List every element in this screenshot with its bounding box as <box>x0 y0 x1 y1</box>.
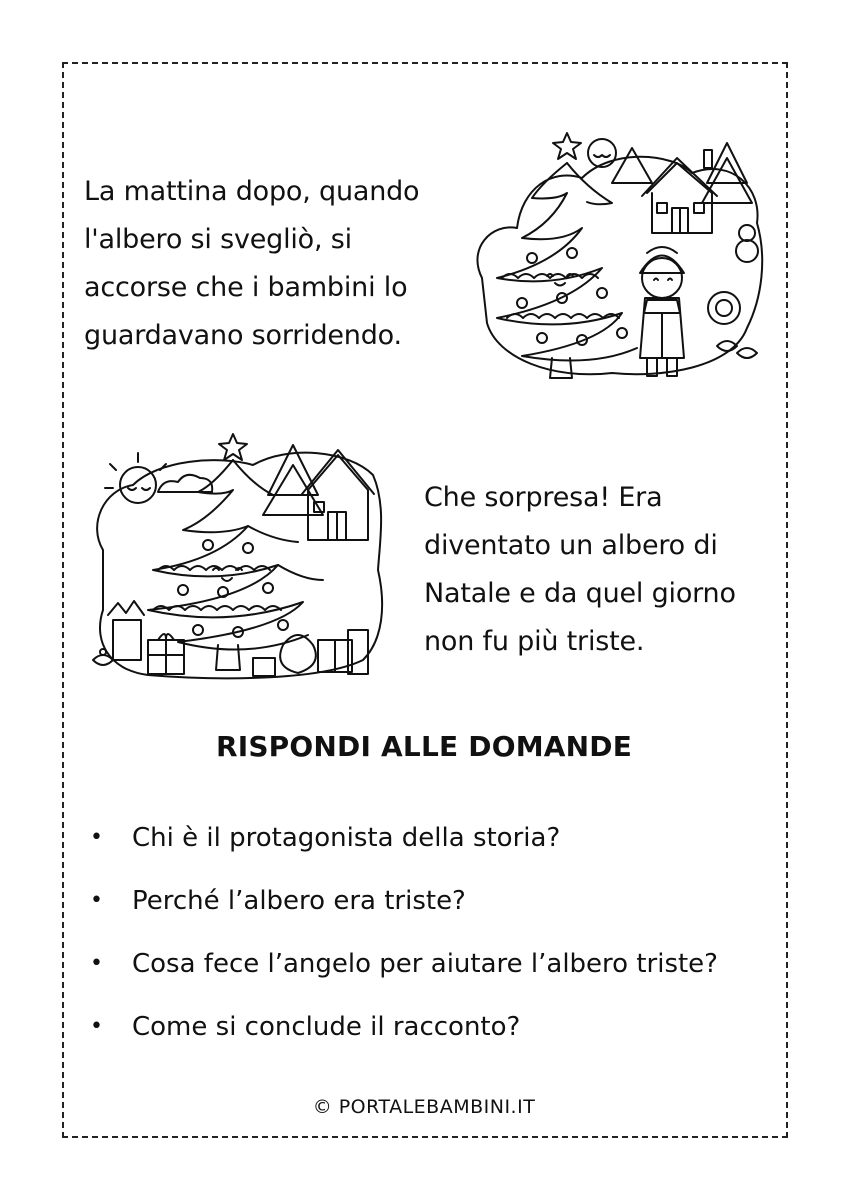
questions-list <box>90 806 718 1058</box>
paragraph-line: diventato un albero di <box>424 530 718 561</box>
paragraph-line: La mattina dopo, quando <box>84 176 420 207</box>
paragraph-line: non fu più triste. <box>424 626 645 657</box>
christmas-tree-child-illustration <box>462 128 772 384</box>
paragraph-line: accorse che i bambini lo <box>84 272 408 303</box>
bullet-icon: • <box>90 887 103 913</box>
questions-heading: RISPONDI ALLE DOMANDE <box>215 730 633 763</box>
question-text: Cosa fece l’angelo per aiutare l’albero triste? <box>132 948 718 979</box>
paragraph-line: Che sorpresa! Era <box>424 482 663 513</box>
question-item <box>90 932 718 995</box>
bullet-icon: • <box>90 824 103 850</box>
question-text: Chi è il protagonista della storia? <box>132 822 561 853</box>
bullet-icon: • <box>90 950 103 976</box>
question-text: Perché l’albero era triste? <box>132 885 466 916</box>
question-text: Come si conclude il racconto? <box>132 1011 521 1042</box>
christmas-tree-gifts-illustration <box>88 430 388 686</box>
story-paragraph-1 <box>84 168 419 360</box>
footer-credit: © PORTALEBAMBINI.IT <box>312 1096 536 1118</box>
question-item <box>90 869 718 932</box>
paragraph-line: l'albero si svegliò, si <box>84 224 352 255</box>
paragraph-line: guardavano sorridendo. <box>84 320 402 351</box>
paragraph-line: Natale e da quel giorno <box>424 578 736 609</box>
question-item <box>90 995 718 1058</box>
question-item <box>90 806 718 869</box>
bullet-icon: • <box>90 1013 103 1039</box>
story-paragraph-2 <box>424 474 736 666</box>
